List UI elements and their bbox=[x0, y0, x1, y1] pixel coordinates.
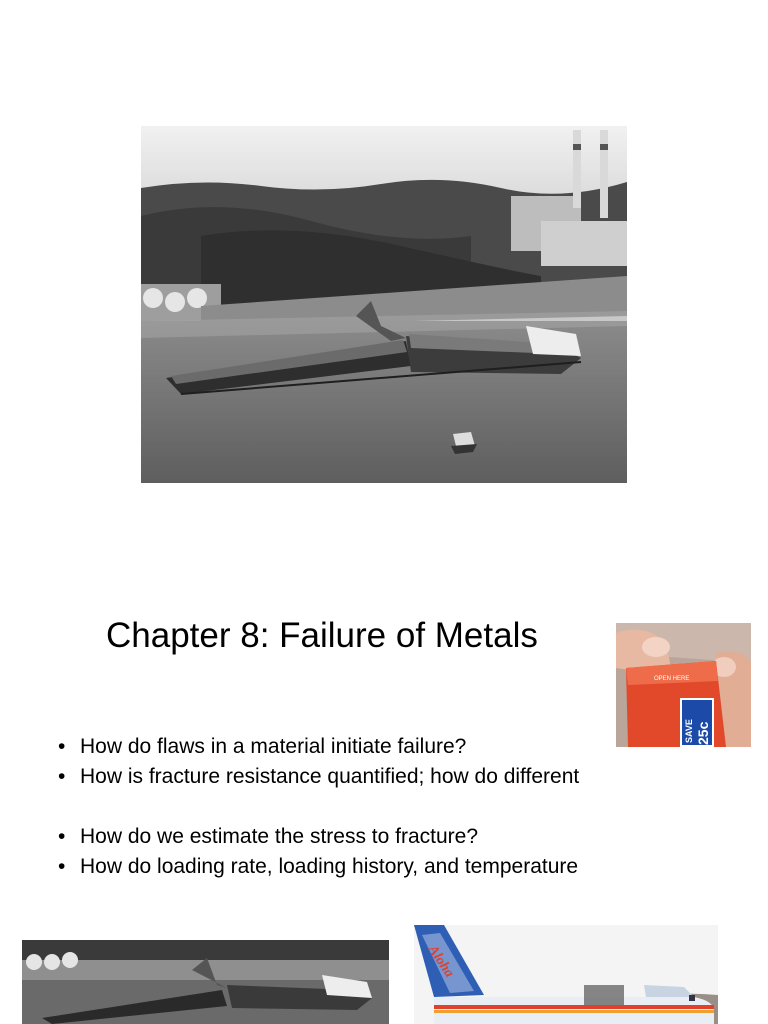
aloha-logo-text: Aloha bbox=[424, 942, 457, 981]
package-tear-open-photo bbox=[616, 623, 751, 747]
bullet-dot: • bbox=[58, 765, 66, 788]
package-open-label: OPEN HERE bbox=[654, 676, 690, 682]
bullet-text: How do flaws in a material initiate failure? bbox=[80, 735, 467, 758]
slide-title: Chapter 8: Failure of Metals bbox=[106, 616, 538, 655]
bullet-dot: • bbox=[58, 855, 66, 878]
bullet-text: How do we estimate the stress to fracture? bbox=[80, 825, 479, 848]
bullet-dot: • bbox=[58, 735, 66, 758]
broken-ship-photo bbox=[22, 940, 389, 1024]
package-price-label: 25c bbox=[695, 721, 711, 745]
package-save-label: SAVE bbox=[684, 719, 694, 743]
bullet-text: How do loading rate, loading history, and temperature bbox=[80, 855, 579, 878]
bullet-dot: • bbox=[58, 825, 66, 848]
broken-tanker-ship-photo bbox=[141, 126, 627, 483]
aloha-airplane-photo bbox=[414, 925, 718, 1024]
bullet-text: How is fracture resistance quantified; how do different bbox=[80, 765, 580, 788]
